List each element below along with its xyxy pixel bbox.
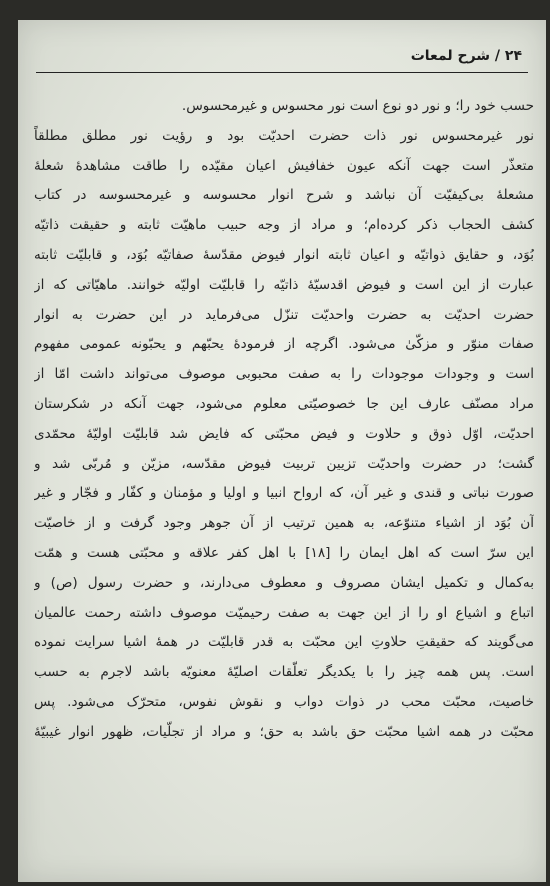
text-line: به‌کمال و تکمیل ایشان مصروف و معطوف می‌دارند، و حضرت رسول (ص) و	[34, 574, 534, 591]
text-line: آن بُوَد از اشیاء متنوّعه، به همین ترتیب از آن جوهر وجود گرفت و از خاصیّت	[34, 515, 534, 532]
text-line: حضرت احدیّت به حضرت واحدیّت تنزّل می‌فرماید در این حضرت به انوار	[34, 306, 534, 323]
page-header	[36, 46, 528, 73]
text-line: احدیّت، اوّل ذوق و حلاوت و فیض محبّتی که فایض شد قابلیّت اولیّهٔ محمّدی	[34, 425, 534, 442]
text-line: متعذّر است جهت آنکه عیون خفافیش اعیان مقیّده را طاقت مشاهدهٔ شعلهٔ	[34, 157, 534, 174]
text-line: است و وجودات موجودات را به صفت محبوبی موصوف می‌تواند داشت امّا از	[34, 366, 534, 383]
text-line: صورت نباتی و قندی و غیر آن، که ارواح انبیا و اولیا و مؤمنان و کفّار و فجّار و غیر	[34, 485, 534, 502]
text-line: گشت؛ در حضرت واحدیّت تزیین تربیت فیوض مقدّسه، مزیّن و مُربّی شد و	[34, 455, 534, 472]
text-line: کشف الحجاب ذکر کرده‌ام؛ و مراد از وجه حبیب ماهیّت ثابته و حقیقت ذاتیّه	[34, 217, 534, 234]
text-line: حسب خود را؛ و نور دو نوع است نور محسوس و غیرمحسوس.	[181, 98, 534, 114]
text-line: صفات منوّر و مزکّیٰ می‌شود. اگرچه از فرمودهٔ یحبّهم و یحبّونه عمومی مفهوم	[34, 336, 534, 353]
running-head: ۲۴ / شرح لمعات	[410, 48, 522, 64]
text-line: نور غیرمحسوس نور ذات حضرت احدیّت بود و رؤیت نور مطلق مطلقاً	[34, 127, 534, 144]
book-page	[18, 20, 546, 882]
text-line: مراد مصنّف عارف این جا خصوصیّتی معلوم می‌شود، جهت آنکه در شکرستان	[34, 395, 534, 412]
text-line: می‌گویند که حقیقتِ حلاوتِ این محبّت به قدر قابلیّت در همهٔ اشیا سرایت نموده	[34, 634, 534, 651]
text-line: مشعلهٔ بی‌کیفیّت آن نباشد و شرح انوار محسوسه و غیرمحسوسه در کتاب	[34, 187, 534, 204]
text-line: محبّت در همه اشیا محبّت حق باشد به حق؛ و مراد از تجلّیات، ظهور انوار غیبیّهٔ	[34, 723, 534, 740]
text-line: عبارت از این است و فیوض اقدسیّهٔ ذاتیّه را قابلیّت اولیّه خوانند. ماهیّاتی که از	[34, 276, 534, 293]
text-line: این سرّ است که اهل ایمان را [۱۸] با اهل کفر علاقه و محبّتی هست و همّت	[34, 544, 534, 561]
body-text	[34, 92, 534, 748]
text-line: بُوَد، و حقایق ذواتیّه و اعیان ثابته انوار فیوض مقدّسهٔ صفاتیّه بُوَد، و قابلیّت ثابته	[34, 246, 534, 263]
text-line: اتباع و اشیاع او را از این جهت به صفت رحیمیّت موصوف داشته رحمت عالمیان	[34, 604, 534, 621]
text-line: است. پس همه چیز را با یکدیگر تعلّقات اصلیّهٔ معنویّه باشد لاجرم به حسب	[34, 664, 534, 681]
text-line: خاصیت، محبّت محب در ذوات دواب و نقوش نفوس، متحرّک می‌شود. پس	[34, 693, 534, 710]
